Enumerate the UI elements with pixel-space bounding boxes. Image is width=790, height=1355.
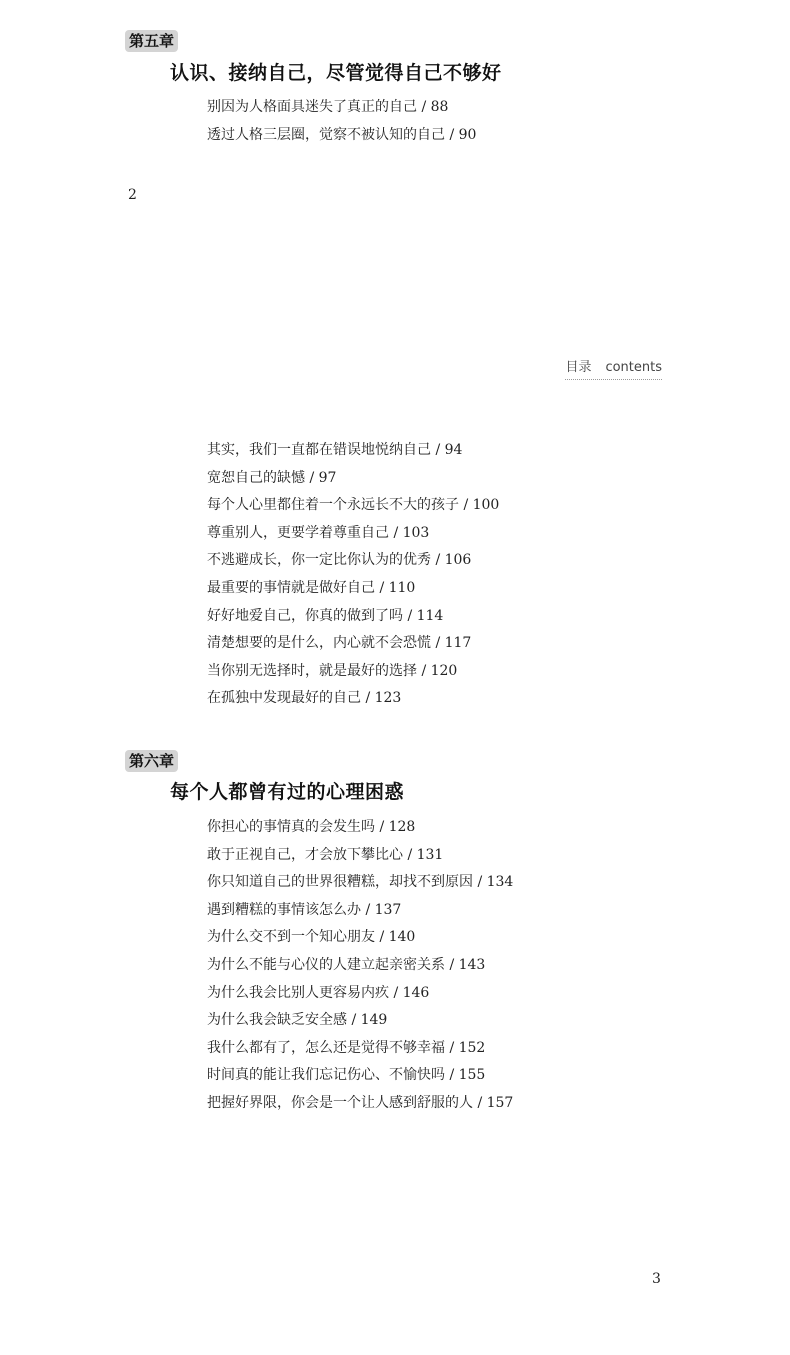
chapter-badge-label: 第六章 bbox=[125, 750, 178, 772]
running-header-cn: 目录 bbox=[565, 360, 592, 375]
toc-item[interactable]: 敢于正视自己，才会放下攀比心 / 131 bbox=[207, 846, 444, 863]
toc-item[interactable]: 宽恕自己的缺憾 / 97 bbox=[207, 469, 337, 486]
chapter-badge-label: 第五章 bbox=[125, 30, 178, 52]
running-header-en: contents bbox=[605, 360, 662, 375]
chapter-5-badge bbox=[125, 30, 178, 52]
chapter-6-title: 每个人都曾有过的心理困惑 bbox=[170, 781, 405, 803]
toc-item[interactable]: 你担心的事情真的会发生吗 / 128 bbox=[207, 819, 416, 835]
chapter-6-badge bbox=[125, 750, 178, 772]
toc-item[interactable]: 清楚想要的是什么，内心就不会恐慌 / 117 bbox=[207, 635, 472, 652]
chapter-5-title: 认识、接纳自己，尽管觉得自己不够好 bbox=[170, 62, 502, 84]
toc-item[interactable]: 为什么我会比别人更容易内疚 / 146 bbox=[207, 984, 430, 1001]
toc-item[interactable]: 别因为人格面具迷失了真正的自己 / 88 bbox=[207, 99, 449, 115]
toc-item[interactable]: 其实，我们一直都在错误地悦纳自己 / 94 bbox=[207, 442, 463, 458]
chapter-5-toc-list bbox=[207, 94, 476, 149]
toc-item[interactable]: 好好地爱自己，你真的做到了吗 / 114 bbox=[207, 607, 444, 624]
chapter-6-toc-list bbox=[207, 814, 513, 1118]
page-number-right: 3 bbox=[652, 1271, 661, 1287]
toc-item[interactable]: 透过人格三层圈，觉察不被认知的自己 / 90 bbox=[207, 126, 477, 143]
page-number-left: 2 bbox=[128, 187, 137, 203]
toc-item[interactable]: 尊重别人，更要学着尊重自己 / 103 bbox=[207, 524, 430, 541]
toc-item[interactable]: 把握好界限，你会是一个让人感到舒服的人 / 157 bbox=[207, 1094, 514, 1111]
toc-item[interactable]: 你只知道自己的世界很糟糕，却找不到原因 / 134 bbox=[207, 874, 514, 891]
toc-item[interactable]: 当你别无选择时，就是最好的选择 / 120 bbox=[207, 662, 458, 679]
toc-item[interactable]: 遇到糟糕的事情该怎么办 / 137 bbox=[207, 901, 402, 918]
toc-running-header bbox=[565, 356, 662, 380]
toc-item[interactable]: 我什么都有了，怎么还是觉得不够幸福 / 152 bbox=[207, 1039, 486, 1056]
toc-item[interactable]: 时间真的能让我们忘记伤心、不愉快吗 / 155 bbox=[207, 1067, 486, 1084]
toc-item[interactable]: 不逃避成长，你一定比你认为的优秀 / 106 bbox=[207, 552, 472, 569]
chapter-5-continued-toc-list bbox=[207, 437, 499, 713]
toc-item[interactable]: 为什么不能与心仪的人建立起亲密关系 / 143 bbox=[207, 956, 486, 973]
toc-item[interactable]: 为什么交不到一个知心朋友 / 140 bbox=[207, 929, 416, 946]
toc-item[interactable]: 每个人心里都住着一个永远长不大的孩子 / 100 bbox=[207, 497, 500, 514]
toc-item[interactable]: 在孤独中发现最好的自己 / 123 bbox=[207, 690, 402, 707]
toc-item[interactable]: 为什么我会缺乏安全感 / 149 bbox=[207, 1012, 388, 1029]
toc-item[interactable]: 最重要的事情就是做好自己 / 110 bbox=[207, 579, 416, 596]
